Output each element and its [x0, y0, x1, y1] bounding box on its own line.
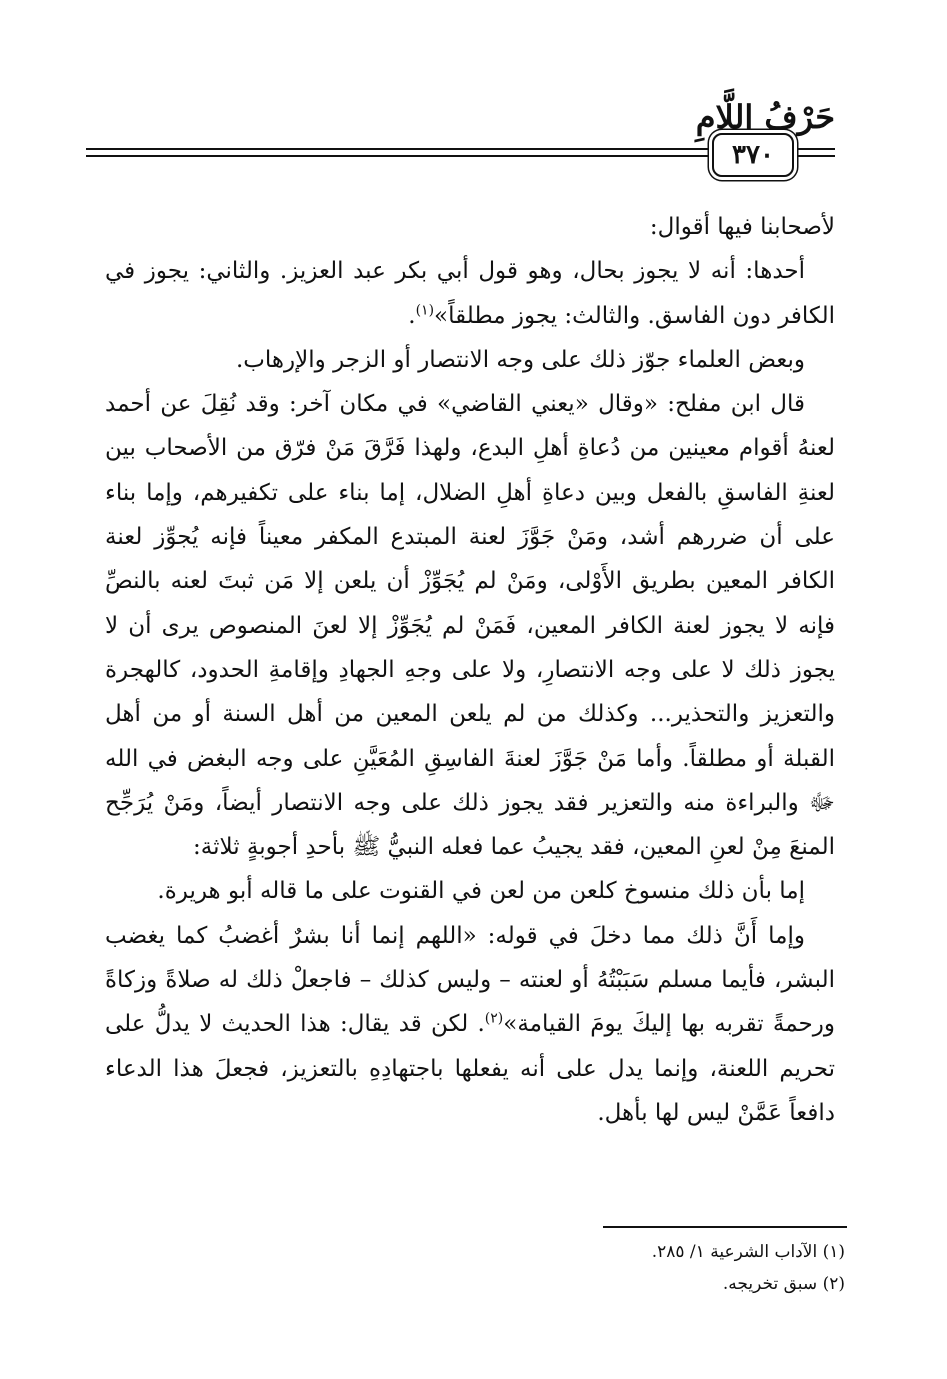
footnote-1: (١) الآداب الشرعية ١/ ٢٨٥.: [651, 1242, 845, 1262]
page-number-box: [712, 133, 794, 177]
footnote-separator: [603, 1226, 847, 1228]
footnote-ref-1[interactable]: (١): [415, 301, 435, 318]
paragraph-hadith-cont: . لكن قد يقال: هذا الحديث لا يدلُّ على تحريم اللعنة، وإنما يدل على أنه يفعلها باجتهادِهِ بالتعزيز، فجعلَ هذا الدعاء دافعاً عَمَّنْ ليس لها بأهل.: [105, 1011, 835, 1126]
header-rule-short-bottom: [797, 155, 835, 157]
header-rule-bottom: [86, 155, 708, 157]
main-text: [105, 205, 835, 1135]
paragraph-abrogated: إما بأن ذلك منسوخ كلعن من لعن في القنوت على ما قاله أبو هريرة.: [157, 878, 805, 905]
paragraph-ibn-muflih: قال ابن مفلح: «وقال «يعني القاضي» في مكان آخر: وقد نُقِلَ عن أحمد لعنهُ أقوام معينين من دُعاةِ أهلِ البدع، ولهذا فَرَّقَ مَنْ فرّق من الأصحاب بين لعنةِ الفاسقِ بالفعل وبين دعاةِ أهلِ الضلال، إما بناء على تكفيرهم، وإما بناء على أن ضررهم أشد، ومَنْ جَوَّزَ لعنة المبتدع المكفر معيناً فإنه يُجوِّز لعنة الكافر المعين بطريق الأَوْلى، ومَنْ لم يُجَوِّزْ أن يلعن إلا مَن ثبتَ لعنه بالنصِّ فإنه لا يجوز لعنة الكافر المعين، فَمَنْ لم يُجَوِّزْ إلا لعنَ المنصوص يرى أن لا يجوز ذلك لا على وجه الانتصارِ، ولا على وجهِ الجهادِ وإقامةِ الحدود، كالهجرة والتعزيز والتحذير... وكذلك من لم يلعن المعين من أهل السنة أو من أهل القبلة أو مطلقاً. وأما مَنْ جَوَّزَ لعنةَ الفاسِقِ المُعَيَّنِ على وجه البغض في الله ﷻ والبراءة منه والتعزير فقد يجوز ذلك على وجه الانتصار أيضاً، ومَنْ يُرَجِّح المنعَ مِنْ لعنِ المعين، فقد يجيبُ عما فعله النبيُّ ﷺ بأحدِ أجوبةٍ ثلاثة:: [105, 391, 835, 861]
paragraph-hadith: [105, 914, 835, 1135]
paragraph-opinions-end: .: [408, 302, 416, 329]
paragraph-hadith-text: وإما أَنَّ ذلك مما دخلَ في قوله: «اللهم إنما أنا بشرٌ أغضبُ كما يغضب البشر، فأيما مسلم سَبَبْتُهُ أو لعنته – وليس كذلك – فاجعلْ ذلك له صلاةً وزكاةً ورحمةً تقربه بها إليكَ يومَ القيامة»: [105, 922, 835, 1038]
paragraph-intro: لأصحابنا فيها أقوال:: [649, 214, 835, 240]
page-number: ٣٧٠: [732, 140, 774, 170]
footnote-ref-2[interactable]: (٢): [484, 1010, 504, 1027]
chapter-title: حَرْفُ اللَّامِ: [695, 98, 835, 136]
paragraph-opinions-text: أحدها: أنه لا يجوز بحال، وهو قول أبي بكر عبد العزيز. والثاني: يجوز في الكافر دون الفاسق. والثالث: يجوز مطلقاً»: [105, 258, 835, 329]
header-rule-top: [86, 148, 708, 150]
paragraph-scholars: وبعض العلماء جوّز ذلك على وجه الانتصار أو الزجر والإرهاب.: [235, 346, 805, 373]
footnotes: [115, 1236, 845, 1300]
paragraph-opinions: [105, 249, 835, 338]
footnote-2: (٢) سبق تخريجه.: [722, 1274, 845, 1294]
header-rule-short-top: [797, 148, 835, 150]
